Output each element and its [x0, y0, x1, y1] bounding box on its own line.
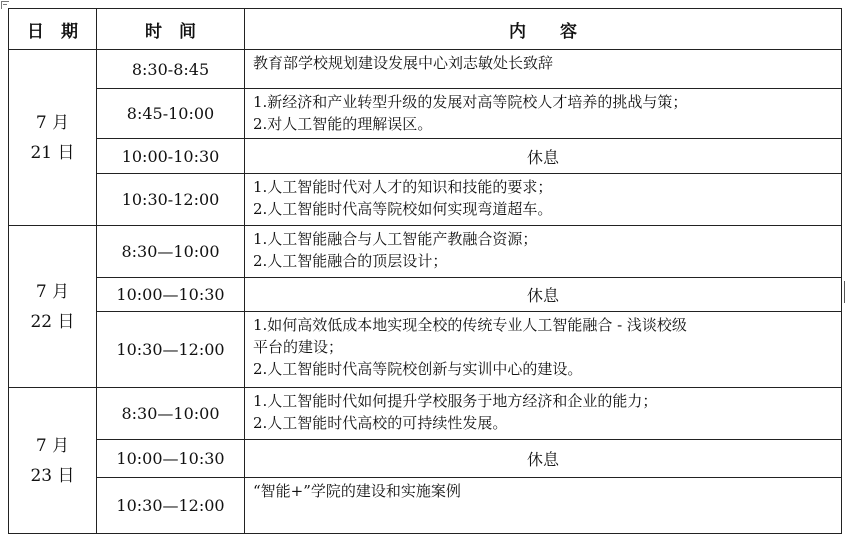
table-row [9, 312, 842, 388]
time-cell: 8:30-8:45 [97, 50, 245, 89]
content-cell [245, 174, 842, 226]
date-cell-day2 [9, 226, 97, 388]
date-day: 21 日 [30, 142, 75, 163]
date-cell-day1 [9, 50, 97, 226]
table-row [9, 226, 842, 278]
time-cell: 8:45-10:00 [97, 89, 245, 139]
content-line: 2.人工智能时代高等院校如何实现弯道超车。 [253, 200, 553, 218]
content-cell [245, 312, 842, 388]
date-day: 23 日 [30, 465, 75, 486]
header-date: 日 期 [9, 9, 97, 50]
content-line: 2.人工智能融合的顶层设计； [253, 252, 448, 270]
content-cell [245, 226, 842, 278]
content-line: 平台的建设； [253, 338, 344, 356]
content-cell [245, 50, 842, 89]
content-cell [245, 478, 842, 534]
table-row [9, 50, 842, 89]
table-row [9, 278, 842, 312]
break-cell: 休息 [245, 278, 842, 312]
date-month: 7 月 [35, 112, 70, 133]
break-cell: 休息 [245, 139, 842, 174]
content-cell [245, 89, 842, 139]
header-content: 内 容 [245, 9, 842, 50]
content-line: 1.人工智能时代如何提升学校服务于地方经济和企业的能力； [253, 392, 658, 410]
content-cell [245, 388, 842, 440]
table-row [9, 174, 842, 226]
schedule-table [8, 8, 842, 534]
time-cell: 10:30—12:00 [97, 312, 245, 388]
content-line: 教育部学校规划建设发展中心刘志敏处长致辞 [253, 54, 554, 72]
text-cursor-marker [844, 281, 845, 303]
table-row [9, 89, 842, 139]
table-row [9, 478, 842, 534]
table-row [9, 139, 842, 174]
break-cell: 休息 [245, 440, 842, 478]
content-line: “智能+”学院的建设和实施案例 [253, 482, 461, 500]
content-line: 1.人工智能时代对人才的知识和技能的要求； [253, 178, 553, 196]
time-cell: 10:30-12:00 [97, 174, 245, 226]
date-month: 7 月 [35, 435, 70, 456]
content-line: 1.新经济和产业转型升级的发展对高等院校人才培养的挑战与策； [253, 93, 688, 111]
content-line: 1.人工智能融合与人工智能产教融合资源； [253, 230, 538, 248]
time-cell: 8:30—10:00 [97, 388, 245, 440]
time-cell: 10:00—10:30 [97, 440, 245, 478]
time-cell: 8:30—10:00 [97, 226, 245, 278]
date-day: 22 日 [30, 311, 75, 332]
content-line: 2.对人工智能的理解误区。 [253, 115, 433, 133]
content-line: 1.如何高效低成本地实现全校的传统专业人工智能融合 - 浅谈校级 [253, 316, 687, 334]
time-cell: 10:00—10:30 [97, 278, 245, 312]
date-month: 7 月 [35, 281, 70, 302]
table-row [9, 440, 842, 478]
table-row [9, 388, 842, 440]
time-cell: 10:30—12:00 [97, 478, 245, 534]
content-line: 2.人工智能时代高校的可持续性发展。 [253, 414, 508, 432]
header-time: 时 间 [97, 9, 245, 50]
header-row [9, 9, 842, 50]
date-cell-day3 [9, 388, 97, 534]
time-cell: 10:00-10:30 [97, 139, 245, 174]
content-line: 2.人工智能时代高等院校创新与实训中心的建设。 [253, 360, 583, 378]
